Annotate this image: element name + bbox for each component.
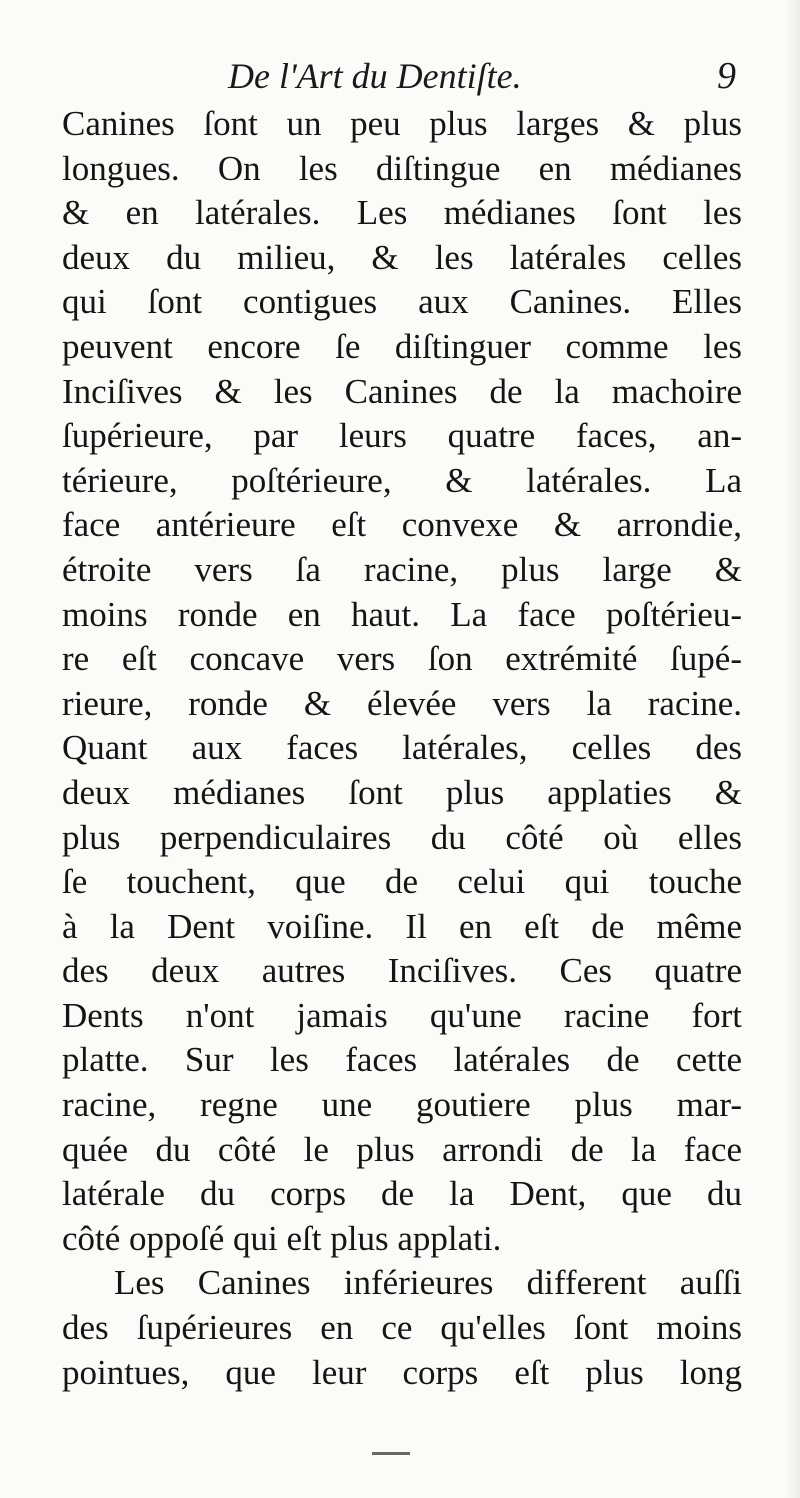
text-line: Quant aux faces latérales, celles des [62, 728, 742, 768]
text-line: racine, regne une goutiere plus mar- [62, 1085, 742, 1125]
text-line: qui ſont contigues aux Canines. Elles [62, 282, 742, 322]
text-line: rieure, ronde & élevée vers la racine. [62, 683, 742, 723]
text-line: platte. Sur les faces latérales de cette [62, 1040, 742, 1080]
paragraph [62, 102, 742, 1261]
page-number: 9 [717, 55, 736, 97]
text-line: térieure, poſtérieure, & latérales. La [62, 460, 742, 500]
body-text [62, 102, 742, 1395]
text-line: ſe touchent, que de celui qui touche [62, 862, 742, 902]
text-line: deux du milieu, & les latérales celles [62, 237, 742, 277]
text-line: étroite vers ſa racine, plus large & [62, 549, 742, 589]
text-line: Les Canines inférieures different auſſi [114, 1263, 742, 1303]
text-line: des deux autres Inciſives. Ces quatre [62, 951, 742, 991]
text-line: Canines ſont un peu plus larges & plus [62, 104, 742, 143]
text-line: longues. On les diſtingue en médianes [62, 148, 742, 188]
text-line: plus perpendiculaires du côté où elles [62, 817, 742, 857]
text-line: deux médianes ſont plus applaties & [62, 772, 742, 812]
page-header [60, 56, 740, 100]
text-line: ſupérieure, par leurs quatre faces, an- [62, 416, 742, 456]
text-line: re eſt concave vers ſon extrémité ſupé- [62, 639, 742, 679]
bottom-rule [372, 1452, 410, 1455]
text-line: & en latérales. Les médianes ſont les [62, 193, 742, 233]
text-line: à la Dent voiſine. Il en eſt de même [62, 906, 742, 946]
text-line: latérale du corps de la Dent, que du [62, 1174, 742, 1214]
text-line: face antérieure eſt convexe & arrondie, [62, 505, 742, 545]
text-line: moins ronde en haut. La face poſtérieu- [62, 594, 742, 634]
paragraph [62, 1261, 742, 1395]
text-line: Inciſives & les Canines de la machoire [62, 371, 742, 411]
text-line: côté oppoſé qui eſt plus applati. [62, 1218, 502, 1258]
text-line: peuvent encore ſe diſtinguer comme les [62, 326, 742, 366]
text-line: Dents n'ont jamais qu'une racine fort [62, 995, 742, 1035]
running-head: De l'Art du Dentiſte. [228, 56, 522, 96]
page-edge-shadow [786, 0, 800, 1498]
text-line: des ſupérieures en ce qu'elles ſont moins [62, 1308, 742, 1348]
text-line: pointues, que leur corps eſt plus long [62, 1352, 742, 1392]
text-line: quée du côté le plus arrondi de la face [62, 1129, 742, 1169]
